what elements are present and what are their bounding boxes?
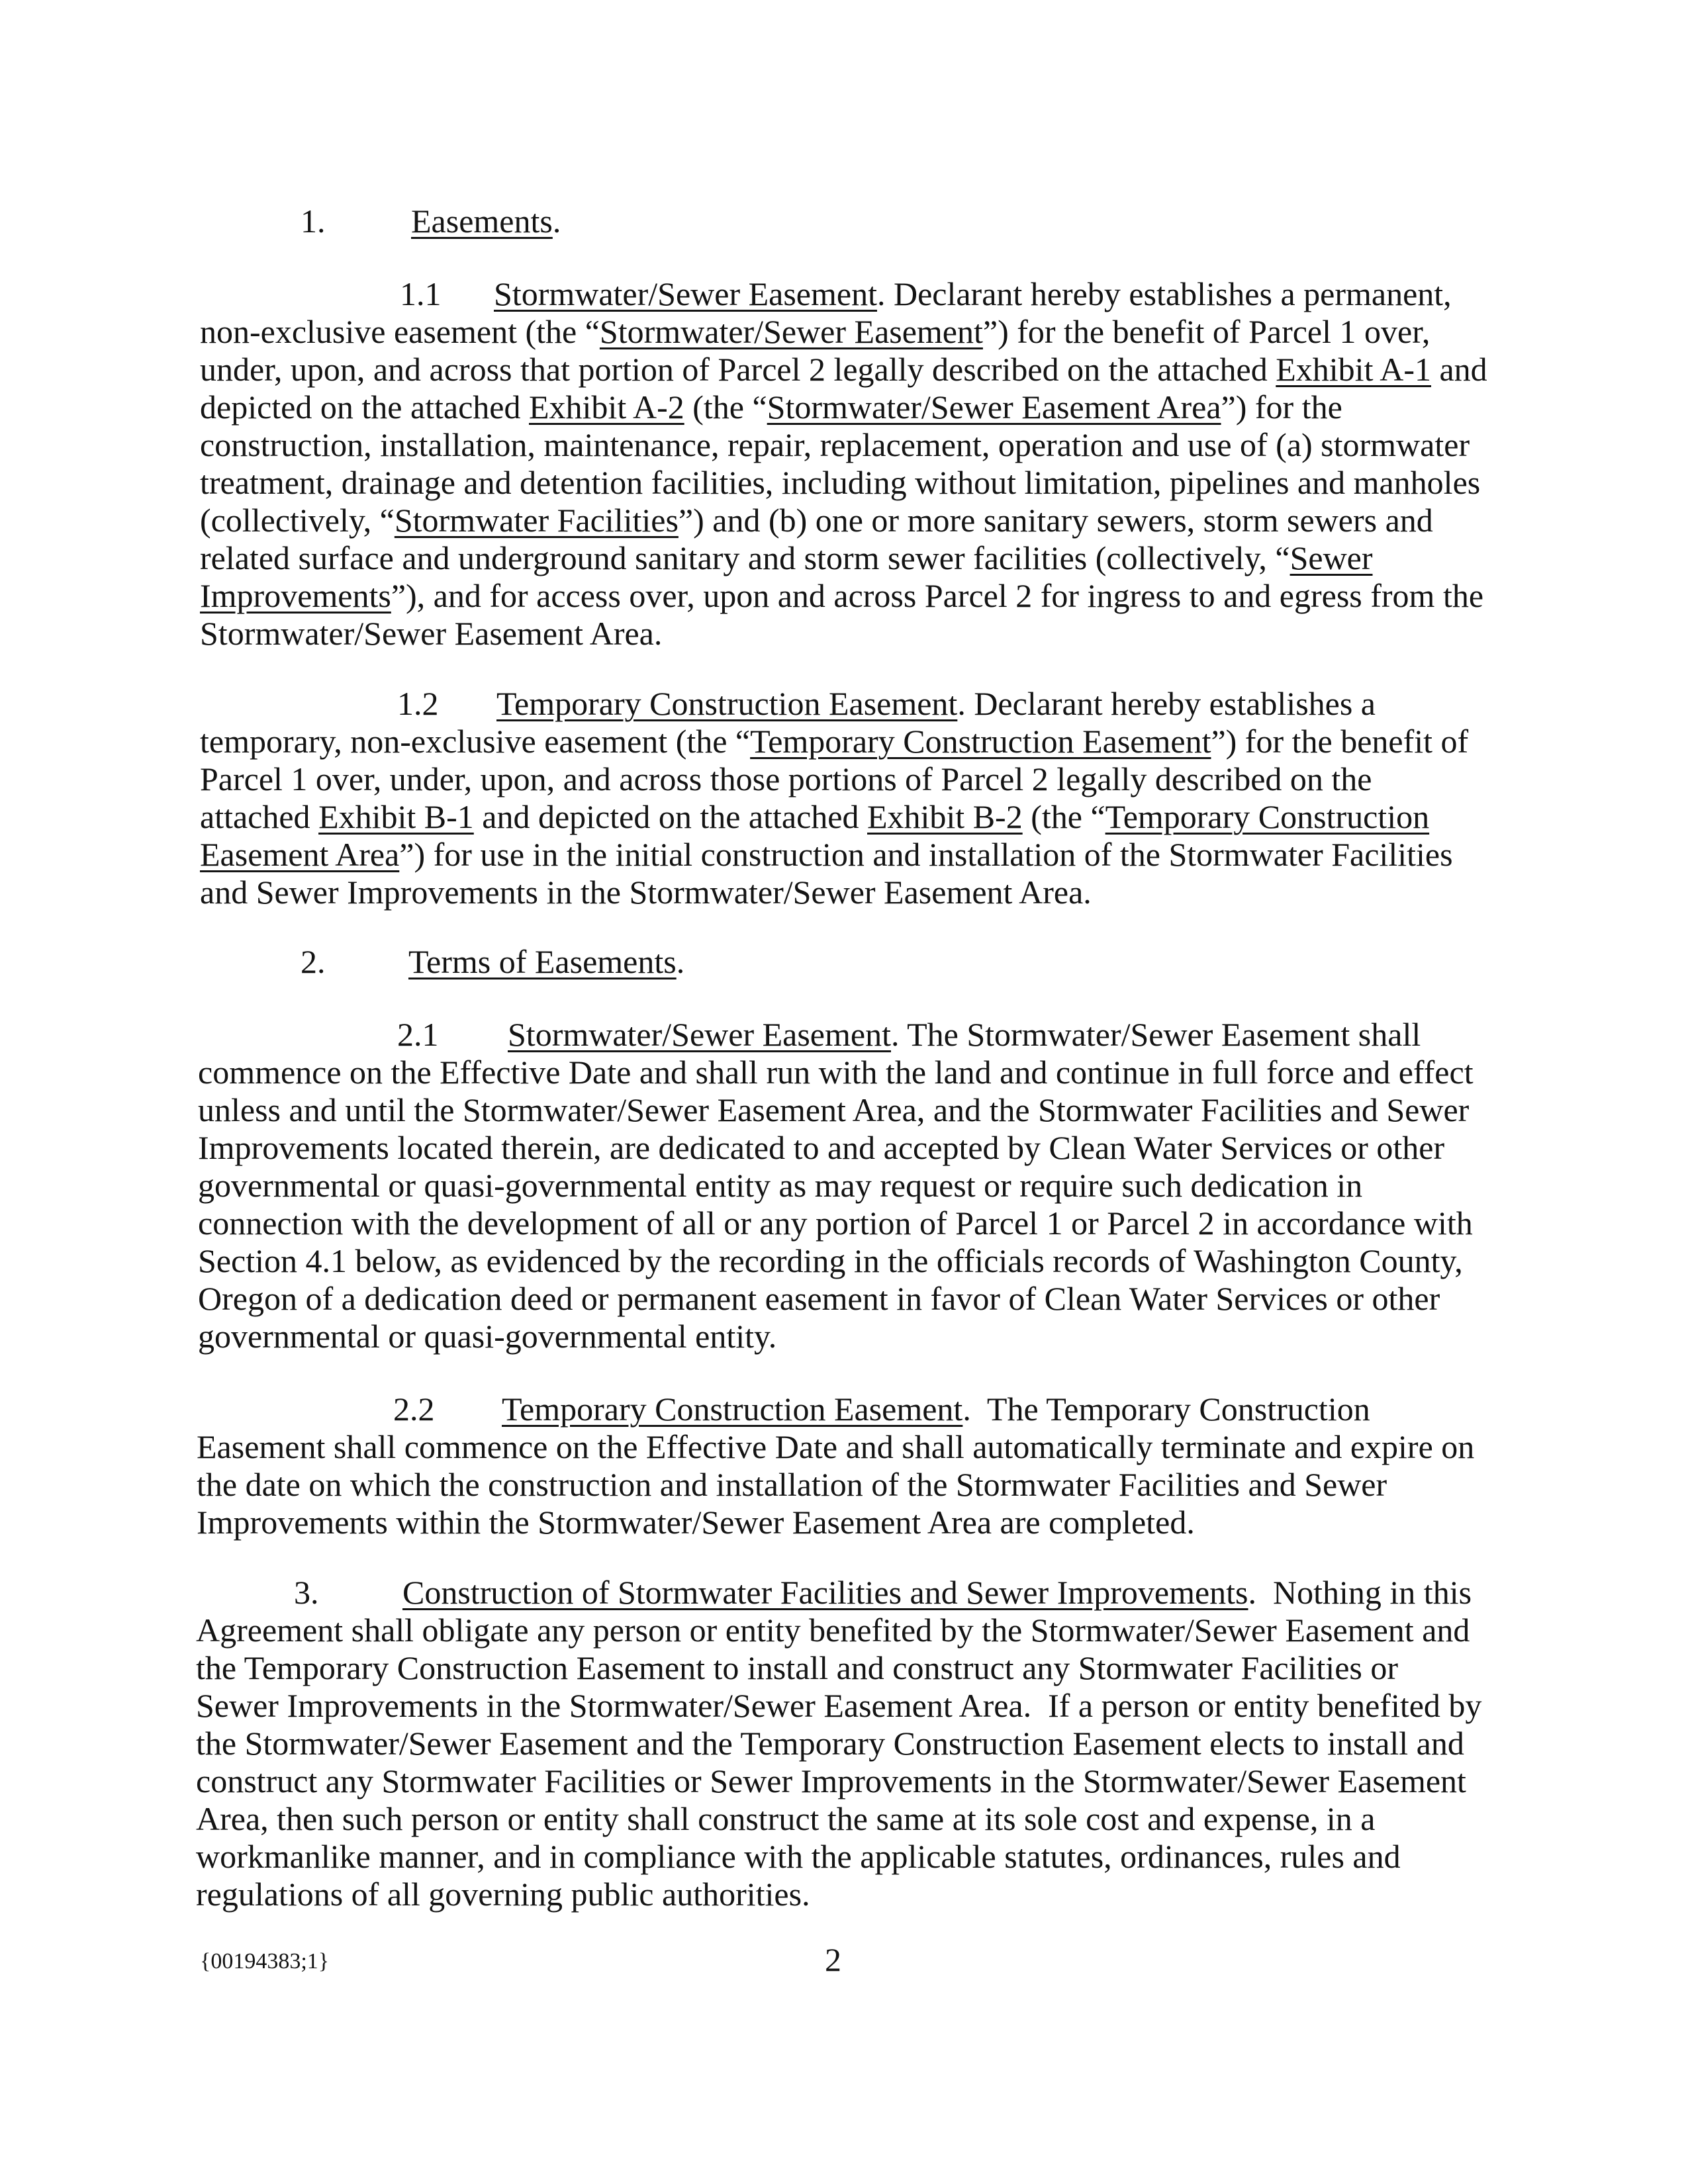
text-run: . Declarant hereby establishes a [957, 685, 1376, 722]
text-line: regulations of all governing public authorities. [196, 1876, 810, 1913]
text-line: Improvements located therein, are dedicated to and accepted by Clean Water Services or other [198, 1129, 1445, 1166]
text-line: construction, installation, maintenance, repair, replacement, operation and use of (a) stormwater [200, 426, 1470, 463]
text-run: non-exclusive easement (the “ [200, 313, 600, 350]
text-run: . The Stormwater/Sewer Easement shall [890, 1016, 1421, 1053]
paragraph-number: 2.2 [393, 1390, 435, 1428]
text-line: Sewer Improvements in the Stormwater/Sewer Easement Area. If a person or entity benefited by [196, 1687, 1482, 1724]
text-run: . Declarant hereby establishes a permanent, [876, 275, 1452, 312]
text-line: the Stormwater/Sewer Easement and the Temporary Construction Easement elects to install and [196, 1725, 1464, 1762]
text-line: connection with the development of all or any portion of Parcel 1 or Parcel 2 in accordance with [198, 1205, 1473, 1242]
paragraph-title: Temporary Construction Easement [502, 1390, 963, 1428]
defined-term: Improvements [200, 577, 391, 614]
text-run: temporary, non-exclusive easement (the “ [200, 723, 751, 760]
text-line [200, 723, 1468, 760]
paragraph-title: Temporary Construction Easement [496, 685, 958, 722]
text-line [196, 1574, 1481, 1612]
text-line: Oregon of a dedication deed or permanent easement in favor of Clean Water Services or other [198, 1280, 1440, 1317]
section-title: Construction of Stormwater Facilities and Sewer Improvements [402, 1574, 1248, 1611]
text-line [200, 351, 1487, 388]
text-line: Improvements within the Stormwater/Sewer Easement Area are completed. [197, 1504, 1195, 1541]
text-line: the date on which the construction and installation of the Stormwater Facilities and Sewer [197, 1466, 1387, 1503]
text-line [200, 577, 1487, 615]
text-line [200, 275, 1487, 313]
text-line [200, 539, 1487, 577]
defined-term: Temporary Construction Easement [750, 723, 1211, 760]
section-2-heading [200, 943, 684, 981]
paragraph-title: Stormwater/Sewer Easement [508, 1016, 891, 1053]
section-1-heading [200, 203, 561, 240]
section-title: Terms of Easements [408, 943, 677, 980]
text-line [200, 685, 1468, 723]
page-number: 2 [825, 1941, 841, 1978]
text-run: and depicted on the attached [473, 798, 867, 835]
text-run: ”) and (b) one or more sanitary sewers, storm sewers and [678, 502, 1433, 539]
text-run: ”) for the benefit of [1211, 723, 1469, 760]
text-run: (collectively, “ [200, 502, 395, 539]
text-run: depicted on the attached [200, 388, 529, 426]
paragraph-title: Stormwater/Sewer Easement [494, 275, 877, 312]
text-line: workmanlike manner, and in compliance with the applicable statutes, ordinances, rules and [196, 1838, 1401, 1875]
text-line: construct any Stormwater Facilities or Sewer Improvements in the Stormwater/Sewer Easement [196, 1762, 1466, 1799]
exhibit-reference: Exhibit B-2 [867, 798, 1023, 835]
text-line: the Temporary Construction Easement to install and construct any Stormwater Facilities or [196, 1649, 1398, 1686]
defined-term: Stormwater/Sewer Easement Area [767, 388, 1221, 426]
exhibit-reference: Exhibit B-1 [318, 798, 474, 835]
paragraph-number: 2.1 [397, 1016, 439, 1053]
exhibit-reference: Exhibit A-2 [529, 388, 684, 426]
text-line: treatment, drainage and detention facilities, including without limitation, pipelines and manholes [200, 464, 1481, 501]
paragraph-2-2 [197, 1390, 1474, 1541]
text-line: governmental or quasi-governmental entity. [198, 1318, 777, 1355]
text-line: governmental or quasi-governmental entity as may request or require such dedication in [198, 1167, 1363, 1204]
defined-term: Easement Area [200, 836, 400, 873]
defined-term: Sewer [1289, 539, 1373, 576]
text-run: under, upon, and across that portion of Parcel 2 legally described on the attached [200, 351, 1276, 388]
text-line: Agreement shall obligate any person or entity benefited by the Stormwater/Sewer Easement and [196, 1612, 1470, 1649]
section-3 [196, 1574, 1481, 1913]
defined-term: Stormwater Facilities [394, 502, 679, 539]
text-line [197, 1390, 1474, 1428]
text-line [200, 313, 1487, 351]
paragraph-1-2 [200, 685, 1468, 911]
text-line [200, 502, 1487, 539]
text-run: ”) for the [1221, 388, 1342, 426]
text-run: . Nothing in this [1248, 1574, 1472, 1611]
text-run: attached [200, 798, 319, 835]
text-line: Stormwater/Sewer Easement Area. [200, 615, 663, 652]
text-run: (the “ [684, 388, 767, 426]
text-run: and [1430, 351, 1487, 388]
text-line [200, 203, 561, 240]
paragraph-1-1 [200, 275, 1487, 653]
text-line: commence on the Effective Date and shall run with the land and continue in full force and effect [198, 1054, 1474, 1091]
text-run: ”), and for access over, upon and across Parcel 2 for ingress to and egress from the [391, 577, 1484, 614]
text-run: . [552, 203, 561, 240]
text-line [200, 943, 684, 981]
exhibit-reference: Exhibit A-1 [1276, 351, 1431, 388]
text-run: ”) for the benefit of Parcel 1 over, [982, 313, 1430, 350]
text-line [200, 836, 1468, 874]
text-run: . [676, 943, 685, 980]
section-title: Easements [411, 203, 553, 240]
text-line: Section 4.1 below, as evidenced by the recording in the officials records of Washington County, [198, 1242, 1463, 1279]
text-line: unless and until the Stormwater/Sewer Easement Area, and the Stormwater Facilities and Sewer [198, 1091, 1470, 1128]
text-line: Easement shall commence on the Effective Date and shall automatically terminate and expire on [197, 1428, 1475, 1465]
text-line: Area, then such person or entity shall construct the same at its sole cost and expense, in a [196, 1800, 1376, 1837]
section-number: 1. [301, 203, 326, 240]
paragraph-number: 1.2 [397, 685, 439, 722]
text-line: and Sewer Improvements in the Stormwater/Sewer Easement Area. [200, 874, 1092, 911]
paragraph-number: 1.1 [400, 275, 442, 312]
text-line [200, 798, 1468, 836]
text-line [198, 1016, 1474, 1054]
text-line: Parcel 1 over, under, upon, and across those portions of Parcel 2 legally described on the [200, 760, 1372, 797]
text-run: (the “ [1022, 798, 1105, 835]
paragraph-2-1 [198, 1016, 1474, 1355]
text-run: ”) for use in the initial construction and installation of the Stormwater Facilities [399, 836, 1453, 873]
document-id-footer: {00194383;1} [200, 1949, 330, 1974]
defined-term: Stormwater/Sewer Easement [599, 313, 983, 350]
section-number: 2. [301, 943, 326, 980]
defined-term: Temporary Construction [1105, 798, 1430, 835]
text-run: . The Temporary Construction [962, 1390, 1370, 1428]
section-number: 3. [294, 1574, 319, 1611]
text-line [200, 388, 1487, 426]
text-run: related surface and underground sanitary and storm sewer facilities (collectively, “ [200, 539, 1290, 576]
